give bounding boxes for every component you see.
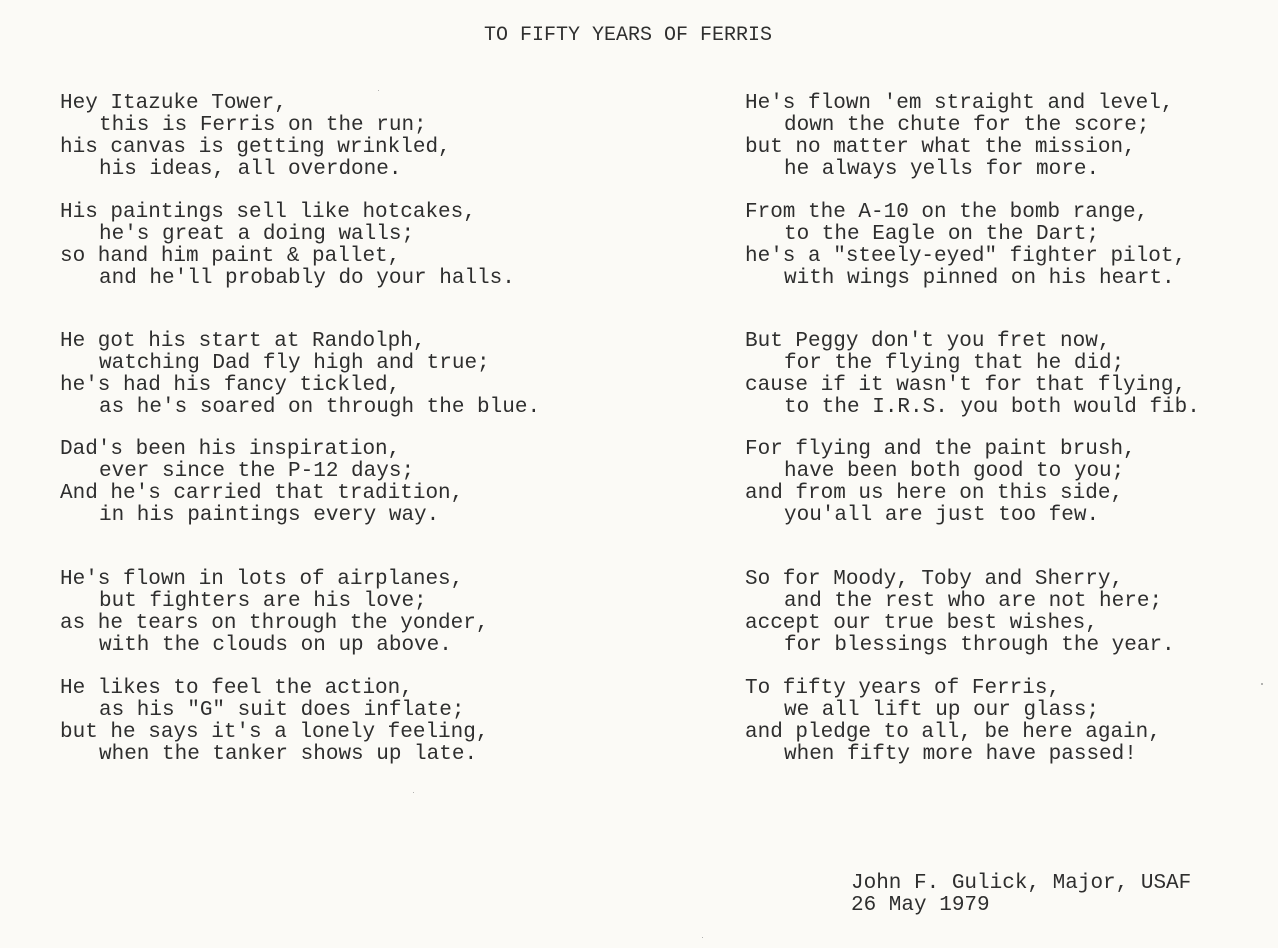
poem-line: and pledge to all, be here again, [745, 721, 1161, 744]
stanza [745, 569, 1278, 657]
stanza [60, 202, 620, 290]
scan-speck [1261, 683, 1263, 685]
stanza [60, 569, 620, 657]
poem-line: to the I.R.S. you both would fib. [784, 396, 1200, 419]
poem-line: and he'll probably do your halls. [99, 267, 515, 290]
stanza [745, 439, 1278, 527]
poem-line: to the Eagle on the Dart; [784, 223, 1100, 246]
poem-line: down the chute for the score; [784, 114, 1150, 137]
stanza [60, 93, 620, 181]
stanza [745, 331, 1278, 419]
poem-line: you'all are just too few. [784, 504, 1100, 527]
poem-line: He's flown in lots of airplanes, [60, 568, 464, 591]
poem-line: when fifty more have passed! [784, 743, 1137, 766]
poem-line: cause if it wasn't for that flying, [745, 374, 1187, 397]
poem-line: when the tanker shows up late. [99, 743, 478, 766]
poem-line: so hand him paint & pallet, [60, 245, 401, 268]
poem-line: His paintings sell like hotcakes, [60, 201, 476, 224]
signature-date: 26 May 1979 [851, 894, 990, 917]
poem-line: watching Dad fly high and true; [99, 352, 490, 375]
stanza [745, 93, 1278, 181]
poem-line: but no matter what the mission, [745, 136, 1136, 159]
poem-line: But Peggy don't you fret now, [745, 330, 1111, 353]
poem-line: with wings pinned on his heart. [784, 267, 1175, 290]
poem-line: but he says it's a lonely feeling, [60, 721, 489, 744]
stanza [745, 202, 1278, 290]
poem-line: ever since the P-12 days; [99, 460, 415, 483]
poem-line: Dad's been his inspiration, [60, 438, 401, 461]
scan-speck [702, 937, 703, 938]
poem-line: and the rest who are not here; [784, 590, 1163, 613]
poem-line: as his "G" suit does inflate; [99, 699, 465, 722]
poem-line: He got his start at Randolph, [60, 330, 426, 353]
signature-name: John F. Gulick, Major, USAF [851, 872, 1192, 895]
poem-line: And he's carried that tradition, [60, 482, 464, 505]
stanza [60, 331, 620, 419]
poem-line: and from us here on this side, [745, 482, 1124, 505]
stanza [60, 439, 620, 527]
poem-line: Hey Itazuke Tower, [60, 92, 287, 115]
poem-line: From the A-10 on the bomb range, [745, 201, 1149, 224]
poem-line: For flying and the paint brush, [745, 438, 1136, 461]
poem-line: as he tears on through the yonder, [60, 612, 489, 635]
poem-line: he's a "steely-eyed" fighter pilot, [745, 245, 1187, 268]
poem-line: So for Moody, Toby and Sherry, [745, 568, 1124, 591]
poem-line: as he's soared on through the blue. [99, 396, 541, 419]
poem-line: for blessings through the year. [784, 634, 1175, 657]
poem-line: for the flying that he did; [784, 352, 1125, 375]
poem-line: his canvas is getting wrinkled, [60, 136, 451, 159]
poem-line: he's great a doing walls; [99, 223, 415, 246]
poem-line: his ideas, all overdone. [99, 158, 402, 181]
poem-line: He likes to feel the action, [60, 677, 413, 700]
signature-block [851, 873, 1191, 917]
poem-line: but fighters are his love; [99, 590, 427, 613]
poem-line: accept our true best wishes, [745, 612, 1098, 635]
stanza [745, 678, 1278, 766]
poem-line: He's flown 'em straight and level, [745, 92, 1174, 115]
poem-line: To fifty years of Ferris, [745, 677, 1061, 700]
poem-line: in his paintings every way. [99, 504, 440, 527]
scan-speck [378, 90, 379, 91]
scan-speck [413, 792, 414, 793]
poem-line: with the clouds on up above. [99, 634, 452, 657]
poem-line: this is Ferris on the run; [99, 114, 427, 137]
poem-line: have been both good to you; [784, 460, 1125, 483]
poem-line: he's had his fancy tickled, [60, 374, 401, 397]
stanza [60, 678, 620, 766]
poem-title: TO FIFTY YEARS OF FERRIS [483, 24, 773, 47]
poem-line: he always yells for more. [784, 158, 1100, 181]
poem-line: we all lift up our glass; [784, 699, 1100, 722]
